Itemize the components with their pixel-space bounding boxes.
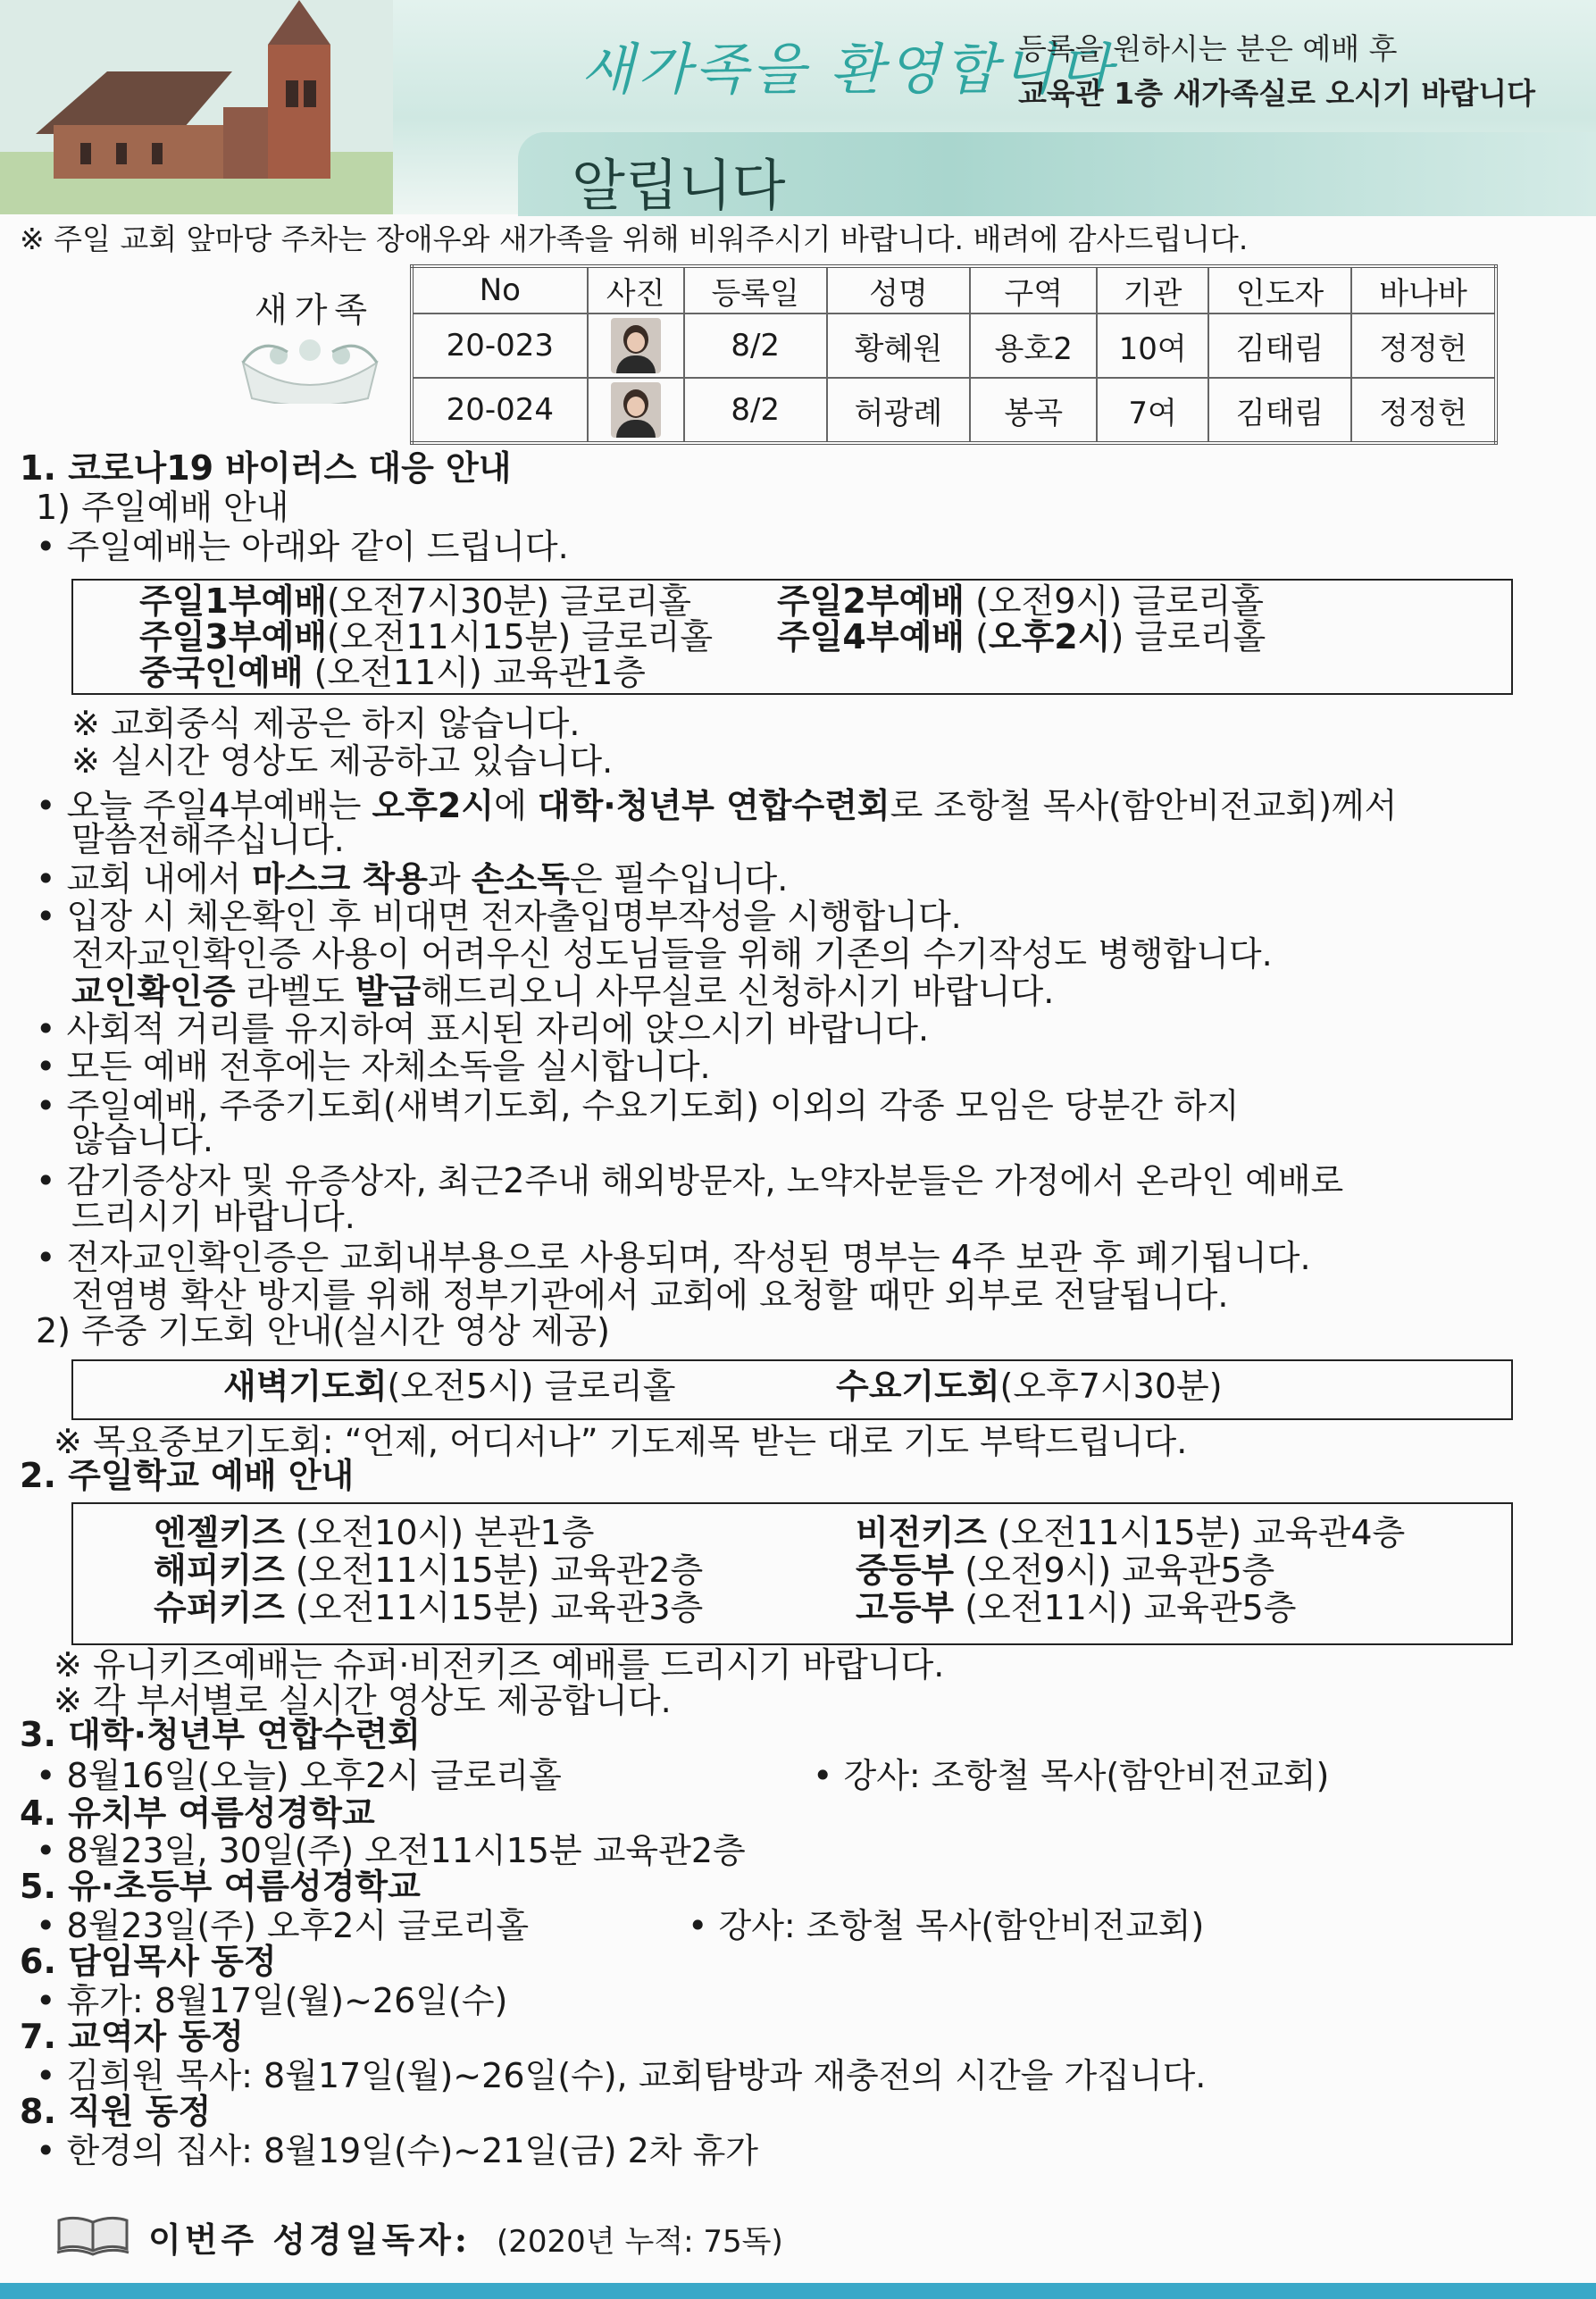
col-photo: 사진 bbox=[588, 266, 684, 314]
s6-b1: • 휴가: 8월17일(월)~26일(수) bbox=[36, 1981, 508, 2020]
register-note bbox=[1018, 27, 1535, 116]
section-4-title: 4. 유치부 여름성경학교 bbox=[20, 1793, 375, 1833]
s1-sub1: 1) 주일예배 안내 bbox=[36, 488, 289, 527]
new-family-label: 새가족 bbox=[255, 290, 375, 330]
s1-b4-cont2: 교인확인증 라벨도 발급해드리오니 사무실로 신청하시기 바랍니다. bbox=[71, 972, 1055, 1011]
table-row bbox=[412, 314, 1496, 378]
table-row bbox=[412, 378, 1496, 443]
cell-group: 7여 bbox=[1097, 378, 1207, 443]
s1-b2: • 오늘 주일4부예배는 오후2시에 대학·청년부 연합수련회로 조항철 목사(함안비전교회)께서 bbox=[36, 786, 1398, 825]
bible-readers-count: (2020년 누적: 75독) bbox=[497, 2224, 783, 2260]
parking-note: ※ 주일 교회 앞마당 주차는 장애우와 새가족을 위해 비워주시기 바랍니다. 배려에 감사드립니다. bbox=[20, 222, 1249, 256]
member-photo bbox=[611, 318, 661, 373]
s1-b4-cont1: 전자교인확인증 사용이 어려우신 성도님들을 위해 기존의 수기작성도 병행합니다. bbox=[71, 934, 1273, 974]
s1-sub2: 2) 주중 기도회 안내(실시간 영상 제공) bbox=[36, 1311, 610, 1350]
s1-b9-cont: 전염병 확산 방지를 위해 정부기관에서 교회에 요청할 때만 외부로 전달됩니다. bbox=[71, 1275, 1229, 1315]
section-1-title: 1. 코로나19 바이러스 대응 안내 bbox=[20, 448, 512, 488]
dept-angel: 엔젤키즈 (오전10시) 본관1층 bbox=[154, 1513, 595, 1552]
col-group: 기관 bbox=[1097, 266, 1207, 314]
cell-photo bbox=[588, 314, 684, 378]
s1-b8-cont: 드리시기 바랍니다. bbox=[71, 1197, 355, 1236]
worship-2: 주일2부예배 (오전9시) 글로리홀 bbox=[777, 581, 1264, 621]
section-7-title: 7. 교역자 동정 bbox=[20, 2017, 244, 2056]
new-family-table bbox=[410, 264, 1498, 445]
dept-high: 고등부 (오전11시) 교육관5층 bbox=[856, 1588, 1297, 1627]
cell-guide: 김태림 bbox=[1208, 314, 1351, 378]
s8-b1: • 한경의 집사: 8월19일(수)~21일(금) 2차 휴가 bbox=[36, 2131, 759, 2170]
section-5-title: 5. 유·초등부 여름성경학교 bbox=[20, 1867, 421, 1906]
prayer-wednesday: 수요기도회(오후7시30분) bbox=[836, 1367, 1223, 1406]
col-barnabas: 바나바 bbox=[1351, 266, 1496, 314]
s1-b7: • 주일예배, 주중기도회(새벽기도회, 수요기도회) 이외의 각종 모임은 당분간 하지 bbox=[36, 1086, 1240, 1125]
s5-b2: • 강사: 조항철 목사(함안비전교회) bbox=[688, 1906, 1205, 1945]
cell-name: 황혜원 bbox=[827, 314, 970, 378]
cell-barnabas: 정정헌 bbox=[1351, 314, 1496, 378]
section-2-title: 2. 주일학교 예배 안내 bbox=[20, 1456, 355, 1495]
s3-b1: • 8월16일(오늘) 오후2시 글로리홀 bbox=[36, 1756, 562, 1795]
dept-vision: 비전키즈 (오전11시15분) 교육관4층 bbox=[856, 1513, 1406, 1552]
flower-basket-icon bbox=[225, 327, 395, 404]
dept-super: 슈퍼키즈 (오전11시15분) 교육관3층 bbox=[154, 1588, 704, 1627]
col-date: 등록일 bbox=[684, 266, 827, 314]
s1-b7-cont: 않습니다. bbox=[71, 1120, 213, 1159]
cell-name: 허광례 bbox=[827, 378, 970, 443]
col-no: No bbox=[412, 266, 588, 314]
cell-no: 20-024 bbox=[412, 378, 588, 443]
section-3-title: 3. 대학·청년부 연합수련회 bbox=[20, 1715, 421, 1754]
open-book-icon bbox=[55, 2213, 130, 2256]
cell-guide: 김태림 bbox=[1208, 378, 1351, 443]
s1-b5: • 사회적 거리를 유지하여 표시된 자리에 앉으시기 바랍니다. bbox=[36, 1009, 930, 1049]
cell-date: 8/2 bbox=[684, 314, 827, 378]
footer-bar bbox=[0, 2283, 1596, 2299]
bible-readers-label: 이번주 성경일독자: bbox=[148, 2220, 471, 2260]
cell-date: 8/2 bbox=[684, 378, 827, 443]
col-district: 구역 bbox=[970, 266, 1097, 314]
s2-n2: ※ 각 부서별로 실시간 영상도 제공합니다. bbox=[54, 1681, 672, 1720]
member-photo bbox=[611, 382, 661, 438]
prayer-dawn: 새벽기도회(오전5시) 글로리홀 bbox=[223, 1367, 676, 1406]
dept-middle: 중등부 (오전9시) 교육관5층 bbox=[856, 1551, 1275, 1590]
cell-district: 봉곡 bbox=[970, 378, 1097, 443]
church-illustration bbox=[0, 0, 393, 214]
s1-b6: • 모든 예배 전후에는 자체소독을 실시합니다. bbox=[36, 1047, 711, 1086]
page-title: 알립니다 bbox=[572, 153, 786, 218]
col-name: 성명 bbox=[827, 266, 970, 314]
dept-happy: 해피키즈 (오전11시15분) 교육관2층 bbox=[154, 1551, 704, 1590]
s3-b2: • 강사: 조항철 목사(함안비전교회) bbox=[813, 1756, 1330, 1795]
s1-b4: • 입장 시 체온확인 후 비대면 전자출입명부작성을 시행합니다. bbox=[36, 897, 962, 936]
s1-n3: ※ 목요중보기도회: “언제, 어디서나” 기도제목 받는 대로 기도 부탁드립니다. bbox=[54, 1422, 1188, 1461]
s2-n1: ※ 유니키즈예배는 슈퍼·비전키즈 예배를 드리시기 바랍니다. bbox=[54, 1645, 945, 1685]
s4-b1: • 8월23일, 30일(주) 오전11시15분 교육관2층 bbox=[36, 1831, 746, 1870]
s5-b1: • 8월23일(주) 오후2시 글로리홀 bbox=[36, 1906, 530, 1945]
s1-n2: ※ 실시간 영상도 제공하고 있습니다. bbox=[71, 741, 614, 781]
section-8-title: 8. 직원 동정 bbox=[20, 2092, 212, 2131]
s1-n1: ※ 교회중식 제공은 하지 않습니다. bbox=[71, 704, 581, 743]
worship-1: 주일1부예배(오전7시30분) 글로리홀 bbox=[139, 581, 691, 621]
welcome-text: 새가족을 환영합니다 bbox=[581, 37, 1116, 102]
col-guide: 인도자 bbox=[1208, 266, 1351, 314]
cell-district: 용호2 bbox=[970, 314, 1097, 378]
cell-no: 20-023 bbox=[412, 314, 588, 378]
s1-b3: • 교회 내에서 마스크 착용과 손소독은 필수입니다. bbox=[36, 859, 789, 899]
worship-4: 주일4부예배 (오후2시) 글로리홀 bbox=[777, 617, 1266, 656]
worship-5: 중국인예배 (오전11시) 교육관1층 bbox=[139, 653, 646, 692]
cell-barnabas: 정정헌 bbox=[1351, 378, 1496, 443]
s1-b2-cont: 말씀전해주십니다. bbox=[71, 820, 345, 859]
s7-b1: • 김희원 목사: 8월17일(월)~26일(수), 교회탐방과 재충전의 시간을 가집니다. bbox=[36, 2056, 1207, 2095]
s1-b8: • 감기증상자 및 유증상자, 최근2주내 해외방문자, 노약자분들은 가정에서 온라인 예배로 bbox=[36, 1161, 1344, 1200]
s1-b1: • 주일예배는 아래와 같이 드립니다. bbox=[36, 527, 569, 566]
section-6-title: 6. 담임목사 동정 bbox=[20, 1942, 277, 1981]
cell-group: 10여 bbox=[1097, 314, 1207, 378]
register-line-2: 교육관 1층 새가족실로 오시기 바랍니다 bbox=[1018, 76, 1535, 111]
register-line-1: 등록을 원하시는 분은 예배 후 bbox=[1018, 31, 1398, 66]
worship-3: 주일3부예배(오전11시15분) 글로리홀 bbox=[139, 617, 714, 656]
cell-photo bbox=[588, 378, 684, 443]
s1-b9: • 전자교인확인증은 교회내부용으로 사용되며, 작성된 명부는 4주 보관 후 폐기됩니다. bbox=[36, 1238, 1311, 1277]
